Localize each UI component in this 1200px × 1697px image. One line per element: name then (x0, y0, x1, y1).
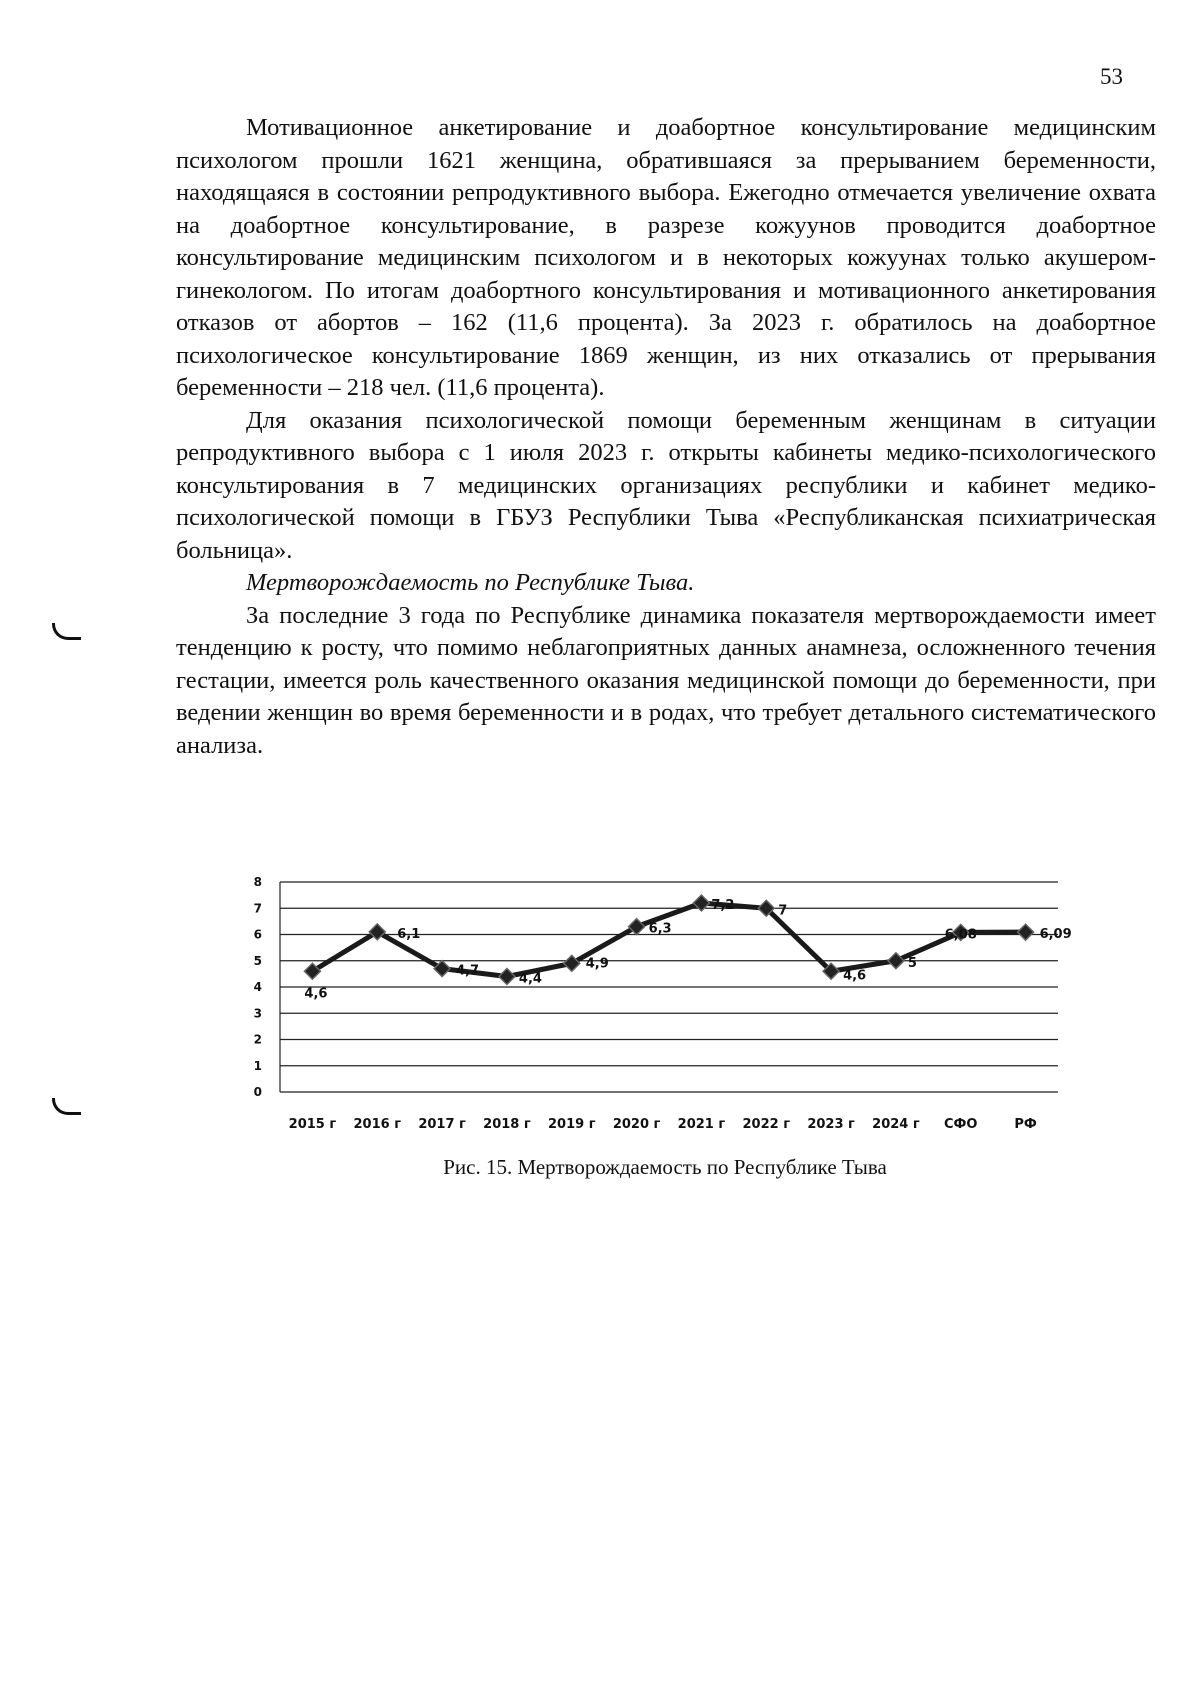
x-tick-label: 2015 г (288, 1117, 337, 1132)
data-label: 5 (907, 955, 917, 971)
data-label: 6,08 (944, 927, 977, 943)
x-tick-label: РФ (1014, 1117, 1037, 1132)
y-tick-label: 7 (253, 901, 262, 916)
x-tick-label: 2018 г (483, 1117, 531, 1132)
data-point (499, 969, 515, 985)
x-tick-label: 2016 г (353, 1117, 401, 1132)
y-tick-label: 3 (253, 1006, 262, 1021)
y-tick-label: 0 (253, 1085, 262, 1099)
x-tick-label: 2023 г (807, 1117, 855, 1132)
line-chart (250, 870, 1080, 1140)
data-label: 6,1 (397, 926, 421, 942)
data-point (1018, 924, 1034, 940)
scan-artifact-mark (52, 1098, 81, 1115)
data-label: 4,4 (518, 971, 542, 987)
data-label: 4,9 (585, 956, 609, 972)
scan-artifact-mark (52, 623, 81, 640)
paragraph-consulting: Мотивационное анкетирование и доабортное консультирование медицинским психологом прошли 1621 женщина, обратившаяся за прерыванием беременности, находящаяся в состоянии репродуктивного выбора. Ежегодно отмечается увеличение охвата на доабортное консультирование, в разрезе кожуунов проводится доабортное консультирование медицинским психологом и в некоторых кожуунах только акушером-гинекологом. По итогам доабортного консультирования и мотивационного анкетирования отказов от абортов – 162 (11,6 процента). За 2023 г. обратилось на доабортное психологическое консультирование 1869 женщин, из них отказались от прерывания беременности – 218 чел. (11,6 процента). (176, 114, 1156, 401)
x-tick-label: 2021 г (677, 1117, 726, 1132)
body-text (176, 112, 1156, 762)
paragraph-stillbirth: За последние 3 года по Республике динамика показателя мертворождаемости имеет тенденцию к росту, что помимо неблагоприятных данных анамнеза, осложненного течения гестации, имеется роль качественного оказания медицинской помощи до беременности, при ведении женщин во время беременности и в родах, что требует детального систематического анализа. (176, 601, 1156, 759)
stillbirth-chart (250, 870, 1080, 1140)
y-tick-label: 4 (253, 980, 262, 994)
x-tick-label: 2020 г (612, 1117, 661, 1132)
figure-caption: Рис. 15. Мертворождаемость по Республике Тыва (443, 1155, 887, 1179)
section-heading: Мертворождаемость по Республике Тыва. (246, 569, 695, 596)
paragraph-psych-help: Для оказания психологической помощи беременным женщинам в ситуации репродуктивного выбора с 1 июля 2023 г. открыты кабинеты медико-психологического консультирования в 7 медицинских организациях республики и кабинет медико-психологической помощи в ГБУЗ Республики Тыва «Республиканская психиатрическая больница». (176, 406, 1156, 564)
x-tick-label: 2024 г (872, 1117, 920, 1132)
data-label: 6,09 (1039, 927, 1072, 943)
data-label: 4,7 (456, 963, 480, 979)
y-tick-label: 6 (253, 927, 262, 942)
page-number: 53 (1100, 64, 1123, 89)
y-tick-label: 2 (253, 1032, 262, 1047)
data-point (888, 953, 904, 969)
data-label: 4,6 (304, 986, 328, 1002)
data-label: 7 (778, 903, 788, 919)
x-tick-label: СФО (944, 1117, 978, 1132)
x-tick-label: 2022 г (742, 1117, 790, 1132)
x-tick-label: 2019 г (548, 1117, 596, 1132)
y-tick-label: 5 (253, 953, 262, 968)
y-tick-label: 1 (253, 1058, 262, 1073)
data-label: 4,6 (843, 968, 867, 984)
y-tick-label: 8 (253, 875, 262, 889)
x-tick-label: 2017 г (418, 1117, 466, 1132)
data-label: 6,3 (648, 921, 672, 937)
data-label: 7,2 (711, 898, 735, 913)
